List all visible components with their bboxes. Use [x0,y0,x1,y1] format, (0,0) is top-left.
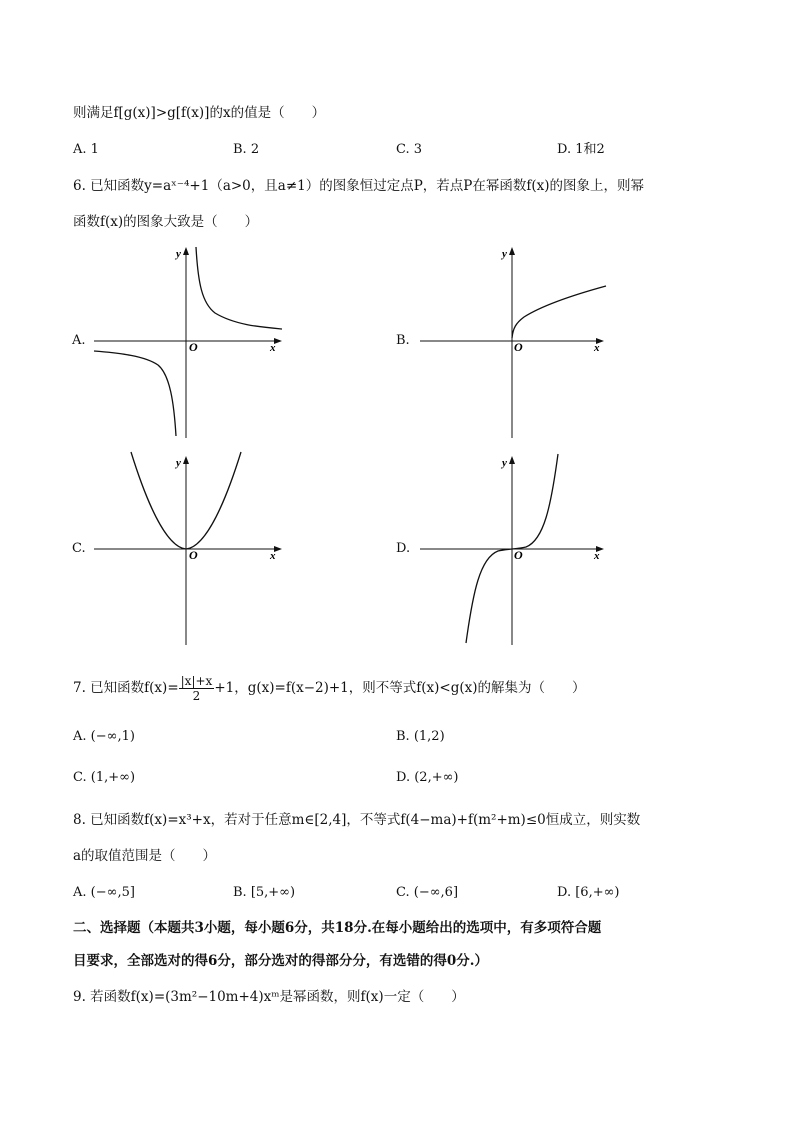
graph-a-label: A. [72,333,86,348]
section2-heading-line1: 二、选择题（本题共3小题，每小题6分，共18分.在每小题给出的选项中，有多项符合题 [73,920,602,936]
graph-b-origin: O [514,340,523,354]
q5-option-a: A. 1 [73,142,99,157]
graph-a-curve-q3 [94,351,176,436]
q8-option-d: D. [6,+∞) [557,885,620,900]
graph-d [418,452,613,645]
graph-d-y-arrow [509,456,515,464]
q7-fraction [179,674,215,703]
q7-option-b: B. (1,2) [396,729,445,744]
q7-fraction-den: 2 [192,689,201,703]
graph-a-y-label: y [176,248,181,260]
graph-a-origin: O [189,340,198,354]
graph-a-y-arrow [183,247,189,255]
q8-option-a: A. (−∞,5] [73,885,135,900]
q7-stem-suffix: +1，g(x)=f(x−2)+1，则不等式f(x)<g(x)的解集为（ ） [214,680,586,696]
q7-stem-prefix: 7. 已知函数f(x)= [73,680,179,696]
graph-d-origin: O [514,548,523,562]
q7-fraction-num: |x|+x [180,674,213,688]
graph-b-y-label: y [502,248,507,260]
q5-option-c: C. 3 [396,142,423,157]
q8-option-c: C. (−∞,6] [396,885,459,900]
q6-stem-line1: 6. 已知函数y=aˣ⁻⁴+1（a>0，且a≠1）的图象恒过定点P，若点P在幂函数f(x)的图象上，则幂 [73,178,645,194]
graph-c-label: C. [72,541,86,556]
q8-stem-line1: 8. 已知函数f(x)=x³+x，若对于任意m∈[2,4]，不等式f(4−ma)+f(m²+m)≤0恒成立，则实数 [73,812,641,828]
section2-heading-line2: 目要求，全部选对的得6分，部分选对的得部分分，有选错的得0分.） [73,953,488,969]
graph-a-x-label: x [270,342,276,354]
graph-a-curve-q1 [196,247,282,329]
q9-stem: 9. 若函数f(x)=(3m²−10m+4)xᵐ是幂函数，则f(x)一定（ ） [73,989,465,1005]
graph-b-y-arrow [509,247,515,255]
q7-stem [73,673,586,703]
graph-d-y-label: y [502,457,507,469]
q7-option-d: D. (2,+∞) [396,770,459,785]
graph-c [90,452,290,645]
q5-option-b: B. 2 [233,142,260,157]
q6-stem-line2: 函数f(x)的图象大致是（ ） [73,214,259,230]
q7-option-a: A. (−∞,1) [73,729,135,744]
q8-option-b: B. [5,+∞) [233,885,296,900]
graph-d-label: D. [396,541,411,556]
graph-c-x-label: x [270,550,276,562]
graph-c-y-arrow [183,456,189,464]
graph-b [418,243,613,438]
q7-option-c: C. (1,+∞) [73,770,136,785]
q5-stem-tail: 则满足f[g(x)]>g[f(x)]的x的值是（ ） [73,105,326,121]
q5-option-d: D. 1和2 [557,142,605,157]
graph-c-y-label: y [176,457,181,469]
graph-b-curve [512,286,606,338]
graph-a [90,243,290,438]
graph-b-label: B. [396,333,410,348]
graph-b-x-label: x [594,342,600,354]
q8-stem-line2: a的取值范围是（ ） [73,848,217,864]
graph-c-origin: O [189,548,198,562]
graph-d-x-label: x [594,550,600,562]
